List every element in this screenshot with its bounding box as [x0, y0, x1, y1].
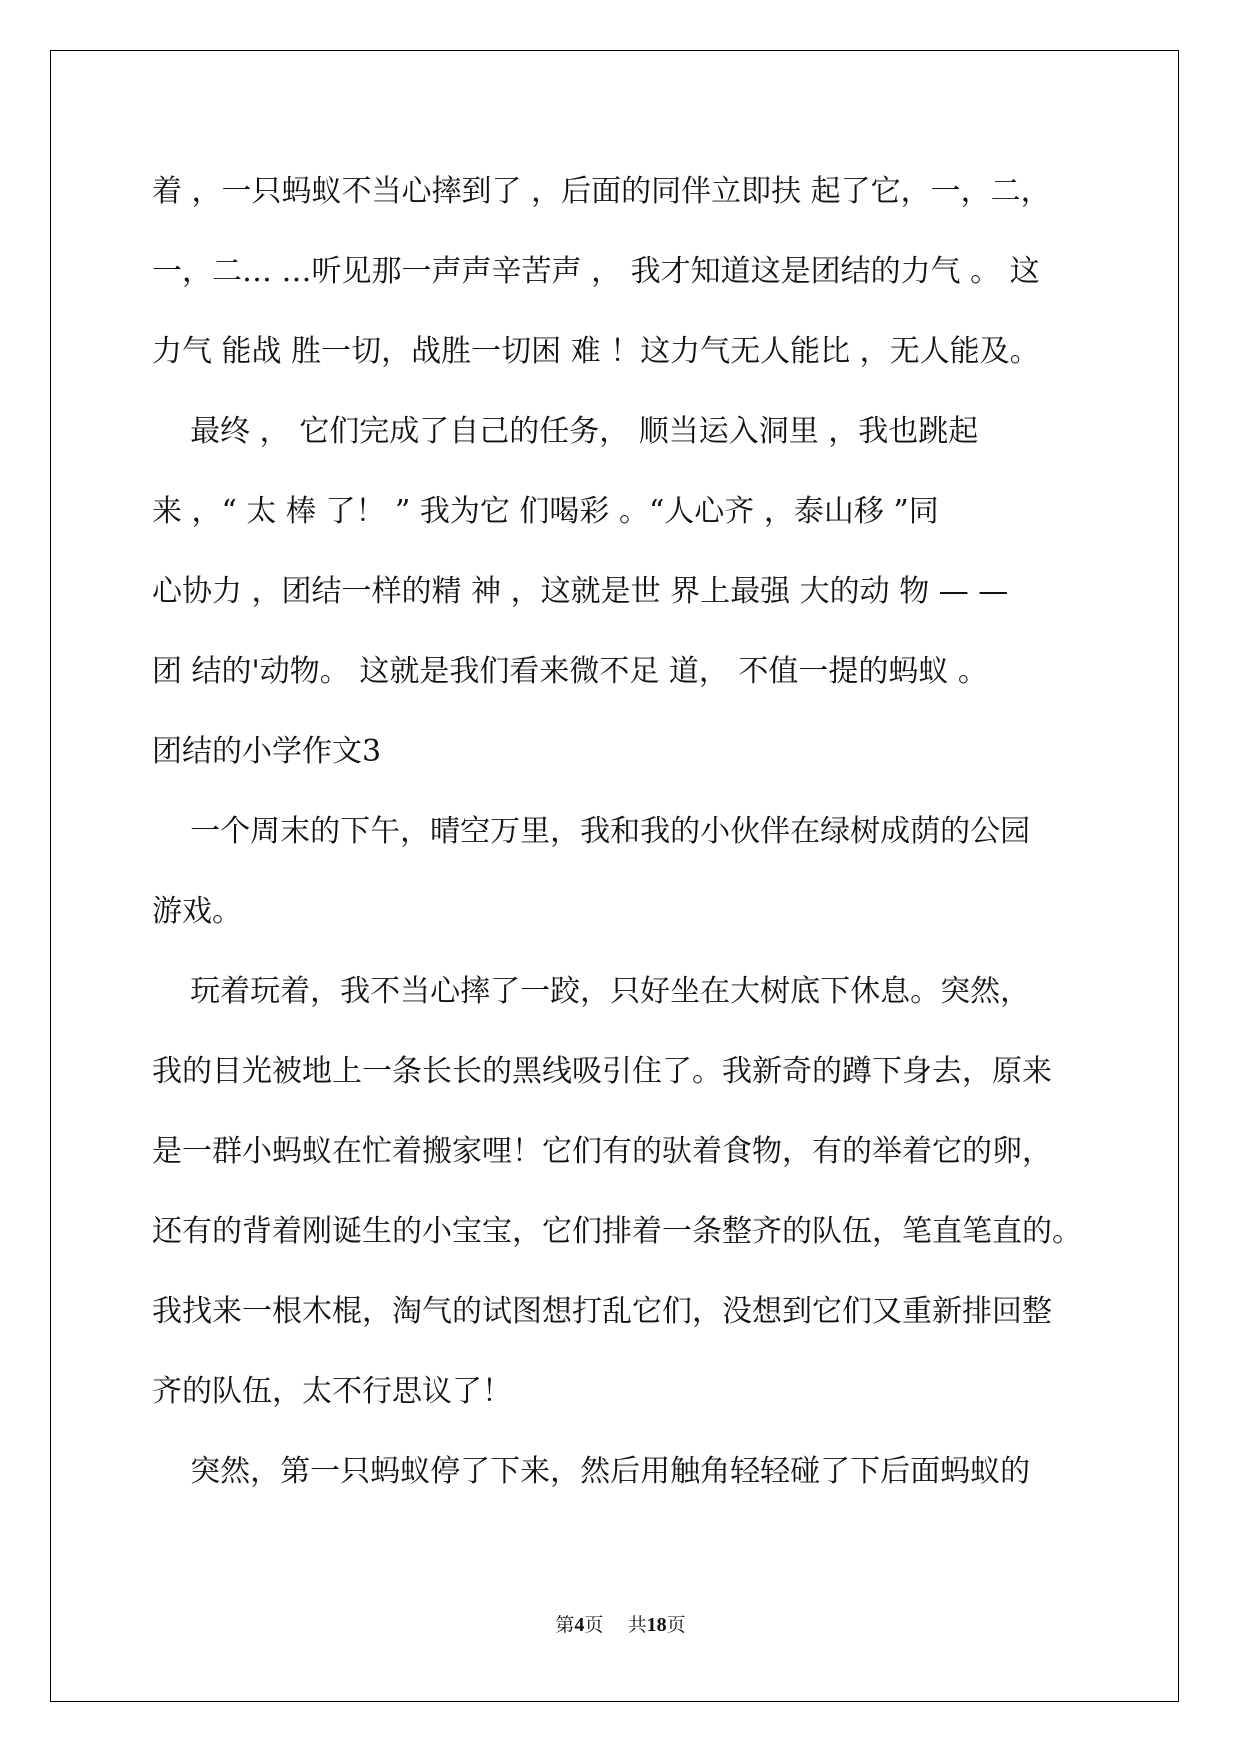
footer-middle: 页 共	[584, 1614, 647, 1636]
footer-prefix: 第	[555, 1614, 575, 1636]
body-line: 玩着玩着，我不当心摔了一跤，只好坐在大树底下休息。突然，	[152, 974, 1031, 1009]
footer-page-number: 4	[574, 1614, 585, 1636]
footer-total-pages: 18	[646, 1614, 667, 1636]
body-line: 突然，第一只蚂蚁停了下来，然后用触角轻轻碰了下后面蚂蚁的	[152, 1454, 1031, 1489]
body-line: 是一群小蚂蚁在忙着搬家哩！它们有的驮着食物，有的举着它的卵，	[152, 1134, 1052, 1169]
body-line: 团 结的'动物。 这就是我们看来微不足 道， 不值一提的蚂蚁 。	[152, 654, 988, 689]
body-line: 来 ，“ 太 棒 了！ ” 我为它 们喝彩 。“人心齐 ，泰山移 ”同	[152, 494, 939, 529]
section-heading: 团结的小学作文3	[152, 734, 382, 769]
footer-suffix: 页	[666, 1614, 686, 1636]
body-line: 齐的队伍，太不行思议了！	[152, 1374, 512, 1409]
body-line: 我的目光被地上一条长长的黑线吸引住了。我新奇的蹲下身去，原来	[152, 1054, 1052, 1089]
body-line: 心协力 ，团结一样的精 神 ，这就是世 界上最强 大的动 物 — —	[152, 574, 1009, 609]
body-line: 我找来一根木棍，淘气的试图想打乱它们，没想到它们又重新排回整	[152, 1294, 1052, 1329]
body-line: 着 ，一只蚂蚁不当心摔到了 ，后面的同伴立即扶 起了它，一，二，	[152, 174, 1051, 209]
body-line: 最终 ， 它们完成了自己的任务， 顺当运入洞里 ，我也跳起	[152, 414, 979, 449]
body-line: 力气 能战 胜一切，战胜一切困 难 ！这力气无人能比 ，无人能及。	[152, 334, 1040, 369]
page-footer	[0, 1613, 1241, 1637]
body-line: 一，二… …听见那一声声辛苦声 ， 我才知道这是团结的力气 。 这	[152, 254, 1040, 289]
body-line: 还有的背着刚诞生的小宝宝，它们排着一条整齐的队伍，笔直笔直的。	[152, 1214, 1082, 1249]
body-line: 一个周末的下午，晴空万里，我和我的小伙伴在绿树成荫的公园	[152, 814, 1031, 849]
body-line: 游戏。	[152, 894, 242, 929]
